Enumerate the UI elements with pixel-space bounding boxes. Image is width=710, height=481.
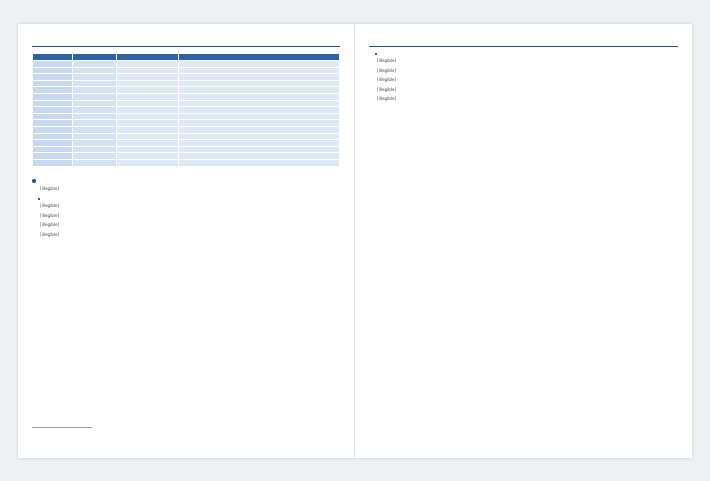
table-cell (179, 140, 340, 147)
table-cell (117, 107, 179, 114)
table-row (33, 133, 340, 140)
table-cell (117, 159, 179, 166)
table-cell (117, 140, 179, 147)
paragraph: [illegible] (40, 212, 60, 218)
table-row (33, 120, 340, 127)
table-cell (73, 126, 117, 133)
table-cell (179, 153, 340, 160)
table-cell (33, 120, 73, 127)
paragraph: [illegible] (40, 231, 60, 237)
table-cell (73, 87, 117, 94)
table-header-cell (73, 54, 117, 61)
table-cell (33, 67, 73, 74)
table-cell (33, 146, 73, 153)
table-cell (117, 153, 179, 160)
table-cell (73, 146, 117, 153)
table-row (33, 140, 340, 147)
table-row (33, 107, 340, 114)
table-row (33, 87, 340, 94)
table-cell (117, 61, 179, 68)
table-cell (73, 67, 117, 74)
table-cell (73, 74, 117, 81)
table-cell (73, 61, 117, 68)
table-cell (117, 126, 179, 133)
table-cell (117, 113, 179, 120)
table-cell (179, 100, 340, 107)
table-row (33, 67, 340, 74)
table-cell (179, 146, 340, 153)
table-header-cell (117, 54, 179, 61)
table-cell (33, 61, 73, 68)
table-cell (73, 100, 117, 107)
table-row (33, 100, 340, 107)
report-spread (18, 24, 692, 458)
table-row (33, 153, 340, 160)
table-row (33, 93, 340, 100)
table-cell (33, 133, 73, 140)
table-cell (33, 80, 73, 87)
table-cell (117, 100, 179, 107)
table-cell (179, 126, 340, 133)
table-cell (73, 140, 117, 147)
paragraph: [illegible] (40, 203, 60, 209)
table-cell (179, 120, 340, 127)
table-cell (117, 74, 179, 81)
table-cell (117, 80, 179, 87)
table-cell (33, 159, 73, 166)
left-page (18, 24, 355, 458)
table-header-cell (33, 54, 73, 61)
subsection-heading (369, 53, 678, 55)
right-page (355, 24, 692, 458)
header-rule (369, 46, 678, 47)
paragraph: [illegible] (40, 222, 60, 228)
table-row (33, 146, 340, 153)
section-heading (32, 179, 340, 183)
table-cell (179, 67, 340, 74)
table-cell (73, 120, 117, 127)
bullet-icon (375, 53, 377, 55)
table-body (33, 61, 340, 167)
table-cell (179, 61, 340, 68)
table-cell (73, 113, 117, 120)
table-cell (33, 126, 73, 133)
table-cell (179, 133, 340, 140)
table-cell (179, 113, 340, 120)
table-cell (33, 140, 73, 147)
table-cell (33, 100, 73, 107)
table-row (33, 159, 340, 166)
paragraph: [illegible] (377, 96, 397, 102)
table-cell (179, 159, 340, 166)
table-header-row (33, 54, 340, 61)
indicator-table (32, 53, 340, 167)
table-row (33, 113, 340, 120)
table-cell (33, 113, 73, 120)
paragraph: [illegible] (377, 77, 397, 83)
table-cell (73, 107, 117, 114)
bullet-icon (32, 179, 36, 183)
table-cell (117, 87, 179, 94)
footnote-rule (32, 427, 92, 428)
table-cell (179, 107, 340, 114)
page-header (32, 34, 340, 44)
table-cell (117, 146, 179, 153)
header-rule (32, 46, 340, 47)
table-cell (117, 93, 179, 100)
table-row (33, 126, 340, 133)
table-cell (117, 67, 179, 74)
table-cell (73, 133, 117, 140)
table-cell (33, 87, 73, 94)
table-cell (33, 74, 73, 81)
table-cell (73, 80, 117, 87)
table-cell (73, 159, 117, 166)
paragraph: [illegible] (377, 86, 397, 92)
page-header (369, 34, 678, 44)
table-cell (117, 133, 179, 140)
table-cell (73, 93, 117, 100)
intro-paragraph: [illegible] (40, 185, 60, 191)
table-cell (179, 87, 340, 94)
bullet-icon (38, 198, 40, 200)
table-row (33, 80, 340, 87)
table-cell (73, 153, 117, 160)
table-cell (117, 120, 179, 127)
paragraph: [illegible] (377, 58, 397, 64)
table-cell (33, 153, 73, 160)
table-cell (179, 74, 340, 81)
table-cell (179, 93, 340, 100)
table-cell (179, 80, 340, 87)
table-row (33, 74, 340, 81)
table-header-cell (179, 54, 340, 61)
subsection-heading (32, 198, 340, 200)
table-cell (33, 107, 73, 114)
table-cell (33, 93, 73, 100)
table-row (33, 61, 340, 68)
paragraph: [illegible] (377, 67, 397, 73)
